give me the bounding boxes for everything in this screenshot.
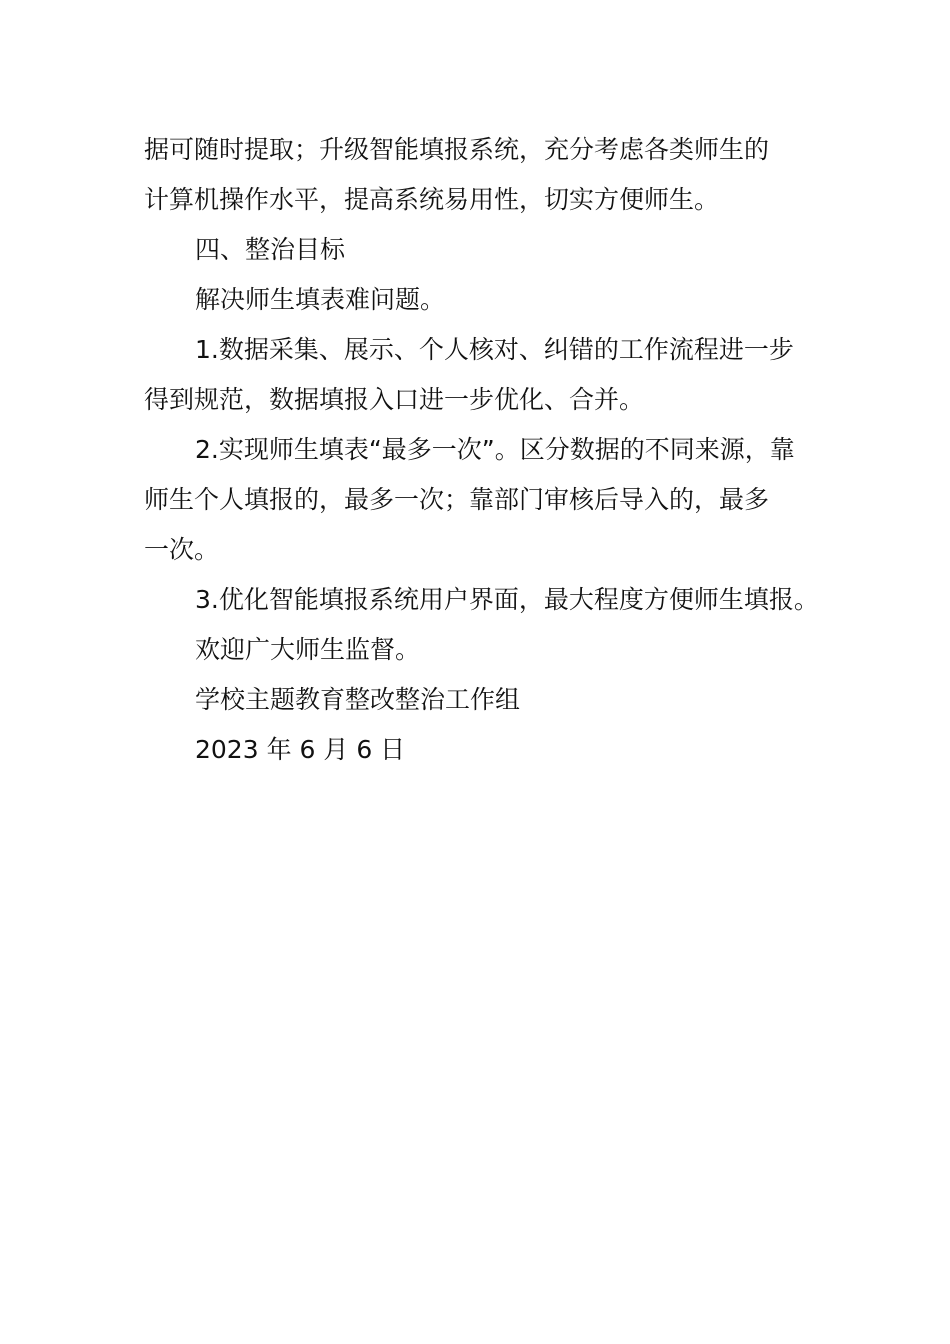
section-heading: 四、整治目标 xyxy=(195,235,346,264)
goal-item-2-line-1: 2.实现师生填表“最多一次”。区分数据的不同来源，靠 xyxy=(195,435,795,464)
body-line-2: 计算机操作水平，提高系统易用性，切实方便师生。 xyxy=(144,185,720,214)
goal-item-1-line-1: 1.数据采集、展示、个人核对、纠错的工作流程进一步 xyxy=(195,335,794,364)
body-line-1: 据可随时提取；升级智能填报系统，充分考虑各类师生的 xyxy=(144,135,770,164)
signature: 学校主题教育整改整治工作组 xyxy=(195,685,521,714)
goal-item-2-line-2: 师生个人填报的，最多一次；靠部门审核后导入的，最多 xyxy=(144,485,770,514)
goal-summary: 解决师生填表难问题。 xyxy=(195,285,446,314)
date: 2023 年 6 月 6 日 xyxy=(195,735,406,764)
goal-item-1-line-2: 得到规范，数据填报入口进一步优化、合并。 xyxy=(144,385,645,414)
closing-line: 欢迎广大师生监督。 xyxy=(195,635,421,664)
document-body xyxy=(144,125,824,775)
goal-item-3: 3.优化智能填报系统用户界面，最大程度方便师生填报。 xyxy=(195,585,819,614)
goal-item-2-line-3: 一次。 xyxy=(144,535,220,564)
